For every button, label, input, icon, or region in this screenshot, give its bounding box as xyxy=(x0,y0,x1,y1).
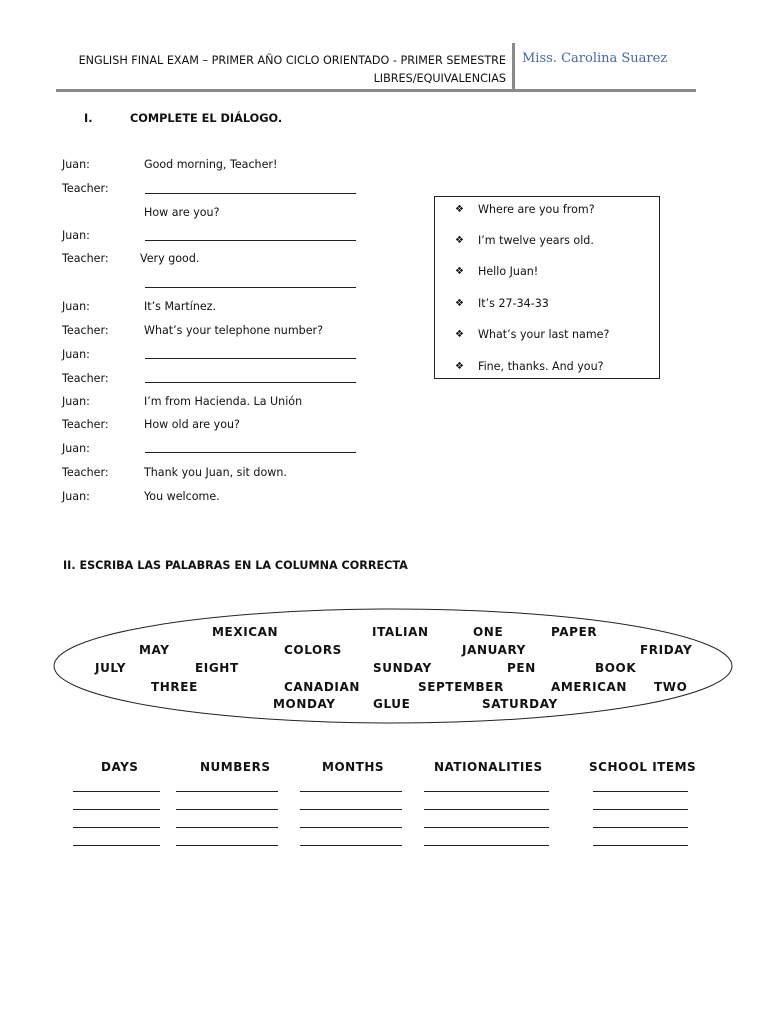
column-answer-line[interactable] xyxy=(73,809,160,810)
column-answer-line[interactable] xyxy=(73,845,160,846)
column-answer-line[interactable] xyxy=(424,845,549,846)
word-item: ITALIAN xyxy=(372,625,429,639)
word-item: JANUARY xyxy=(462,643,526,657)
word-item: ONE xyxy=(473,625,504,639)
column-header-months: MONTHS xyxy=(322,760,385,774)
word-item: MONDAY xyxy=(273,697,336,711)
word-item: PAPER xyxy=(551,625,598,639)
word-item: CANADIAN xyxy=(284,680,360,694)
column-header-numbers: NUMBERS xyxy=(200,760,271,774)
word-item: GLUE xyxy=(373,697,411,711)
teacher-name: Miss. Carolina Suarez xyxy=(522,51,668,66)
word-item: PEN xyxy=(507,661,536,675)
dialogue-line: It’s Martínez. xyxy=(144,300,217,313)
option-item: Fine, thanks. And you? xyxy=(478,360,604,373)
option-item: Where are you from? xyxy=(478,203,595,216)
dialogue-line: Very good. xyxy=(140,252,200,265)
word-item: FRIDAY xyxy=(640,643,693,657)
column-answer-line[interactable] xyxy=(300,809,402,810)
word-item: TWO xyxy=(654,680,688,694)
word-item: MEXICAN xyxy=(212,625,279,639)
column-answer-line[interactable] xyxy=(176,827,278,828)
column-answer-line[interactable] xyxy=(176,845,278,846)
section1-title: COMPLETE EL DIÁLOGO. xyxy=(130,112,283,125)
word-item: COLORS xyxy=(284,643,342,657)
column-answer-line[interactable] xyxy=(176,809,278,810)
exam-title-line1: ENGLISH FINAL EXAM – PRIMER AÑO CICLO ORIENTADO - PRIMER SEMESTRE xyxy=(78,54,506,67)
dialogue-line: How old are you? xyxy=(144,418,240,431)
dialogue-speaker: Teacher: xyxy=(62,324,109,337)
column-answer-line[interactable] xyxy=(424,809,549,810)
option-item: It’s 27-34-33 xyxy=(478,297,549,310)
word-item: BOOK xyxy=(595,661,637,675)
section2-title: II. ESCRIBA LAS PALABRAS EN LA COLUMNA CORRECTA xyxy=(63,559,408,572)
option-item: I’m twelve years old. xyxy=(478,234,594,247)
column-answer-line[interactable] xyxy=(176,791,278,792)
word-item: SUNDAY xyxy=(373,661,432,675)
column-header-days: DAYS xyxy=(101,760,139,774)
dialogue-line: Thank you Juan, sit down. xyxy=(144,466,287,479)
dialogue-speaker: Juan: xyxy=(62,348,90,361)
dialogue-speaker: Juan: xyxy=(62,300,90,313)
word-item: THREE xyxy=(151,680,198,694)
dialogue-speaker: Teacher: xyxy=(62,182,109,195)
diamond-bullet-icon: ❖ xyxy=(455,266,464,277)
word-item: JULY xyxy=(95,661,127,675)
dialogue-speaker: Teacher: xyxy=(62,252,109,265)
column-answer-line[interactable] xyxy=(300,827,402,828)
dialogue-speaker: Teacher: xyxy=(62,372,109,385)
column-answer-line[interactable] xyxy=(424,791,549,792)
column-header-school-items: SCHOOL ITEMS xyxy=(589,760,697,774)
diamond-bullet-icon: ❖ xyxy=(455,204,464,215)
column-answer-line[interactable] xyxy=(73,791,160,792)
column-answer-line[interactable] xyxy=(300,845,402,846)
section1-number: I. xyxy=(84,112,93,125)
word-item: SATURDAY xyxy=(482,697,558,711)
column-answer-line[interactable] xyxy=(300,791,402,792)
dialogue-speaker: Juan: xyxy=(62,442,90,455)
word-item: SEPTEMBER xyxy=(418,680,504,694)
dialogue-speaker: Juan: xyxy=(62,158,90,171)
dialogue-speaker: Teacher: xyxy=(62,466,109,479)
option-item: Hello Juan! xyxy=(478,265,539,278)
column-answer-line[interactable] xyxy=(593,827,688,828)
word-item: MAY xyxy=(139,643,170,657)
column-header-nationalities: NATIONALITIES xyxy=(434,760,543,774)
dialogue-speaker: Juan: xyxy=(62,490,90,503)
dialogue-speaker: Teacher: xyxy=(62,418,109,431)
diamond-bullet-icon: ❖ xyxy=(455,298,464,309)
diamond-bullet-icon: ❖ xyxy=(455,329,464,340)
column-answer-line[interactable] xyxy=(593,791,688,792)
diamond-bullet-icon: ❖ xyxy=(455,235,464,246)
column-answer-line[interactable] xyxy=(73,827,160,828)
dialogue-speaker: Juan: xyxy=(62,229,90,242)
dialogue-line: What’s your telephone number? xyxy=(144,324,323,337)
column-answer-line[interactable] xyxy=(424,827,549,828)
exam-title-line2: LIBRES/EQUIVALENCIAS xyxy=(373,72,506,85)
word-item: AMERICAN xyxy=(551,680,628,694)
diamond-bullet-icon: ❖ xyxy=(455,361,464,372)
column-answer-line[interactable] xyxy=(593,809,688,810)
dialogue-line: I’m from Hacienda. La Unión xyxy=(144,395,303,408)
dialogue-line: You welcome. xyxy=(144,490,220,503)
dialogue-speaker: Juan: xyxy=(62,395,90,408)
word-item: EIGHT xyxy=(195,661,239,675)
column-answer-line[interactable] xyxy=(593,845,688,846)
dialogue-line: How are you? xyxy=(144,206,220,219)
dialogue-line: Good morning, Teacher! xyxy=(144,158,278,171)
option-item: What’s your last name? xyxy=(478,328,610,341)
